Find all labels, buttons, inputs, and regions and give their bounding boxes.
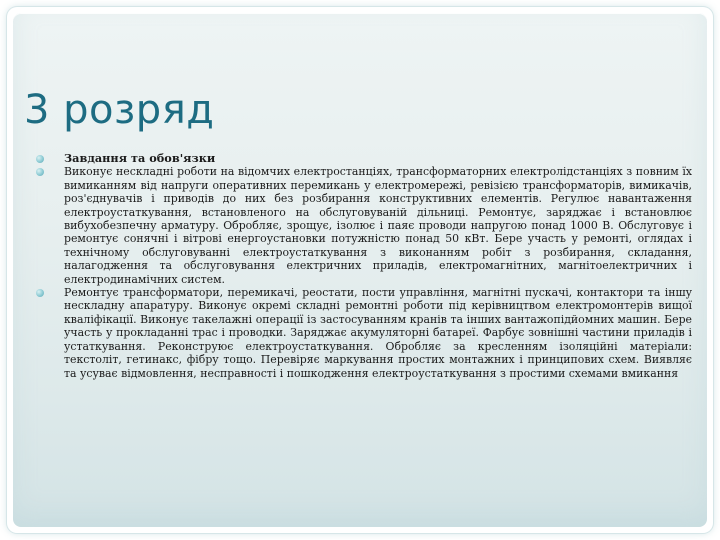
bullet-dot-icon — [36, 155, 44, 163]
bullet-item-duties-part-2 — [36, 286, 692, 380]
bullet-item-duties-heading — [36, 152, 692, 165]
bullet-item-duties-part-1 — [36, 165, 692, 286]
bullet-dot-icon — [36, 168, 44, 176]
slide-title: 3 розряд — [24, 87, 215, 133]
bullet-text: Завдання та обов'язки — [64, 151, 216, 165]
bullet-dot-icon — [36, 289, 44, 297]
bullet-text: Ремонтує трансформатори, перемикачі, реостати, пости управління, магнітні пускачі, контактори та іншу нескладну апаратуру. Виконує окремі складні ремонтні роботи під керівництвом електромонтерів вищої кваліфікації. Виконує такелажні операції із застосуванням кранів та інших вантажопідйомних машин. Бере участь у прокладанні трас і проводки. Заряджає акумуляторні батареї. Фарбує зовнішні частини приладів і устаткування. Реконструює електроустаткування. Обробляє за кресленням ізоляційні матеріали: текстоліт, гетинакс, фібру тощо. Перевіряє маркування простих монтажних і принципових схем. Виявляє та усуває відмовлення, несправності і пошкодження електроустаткування з простими схемами вмикання — [64, 286, 692, 380]
bullet-text: Виконує нескладні роботи на відомчих електростанціях, трансформаторних електролідстанціях з повним їх вимиканням від напруги оперативних перемикань у електромережі, ревізією трансформаторів, вимикачів, роз'єднувачів і приводів до них без розбирання конструктивних елементів. Регулює навантаження електроустаткування, встановленого на обслуговуваній дільниці. Ремонтує, заряджає і встановлює вибухобезпечну арматуру. Обробляє, зрощує, ізолює і паяє проводи напругою понад 1000 В. Обслуговує і ремонтує сонячні і вітрові енергоустановки потужністю понад 50 кВт. Бере участь у ремонті, оглядах і технічному обслуговуванні електроустаткування з виконанням робіт з розбирання, складання, налагодження та обслуговування електричних приладів, електромагнітних, магнітоелектричних і електродинамічних систем. — [64, 165, 692, 286]
bullet-list — [36, 152, 692, 380]
